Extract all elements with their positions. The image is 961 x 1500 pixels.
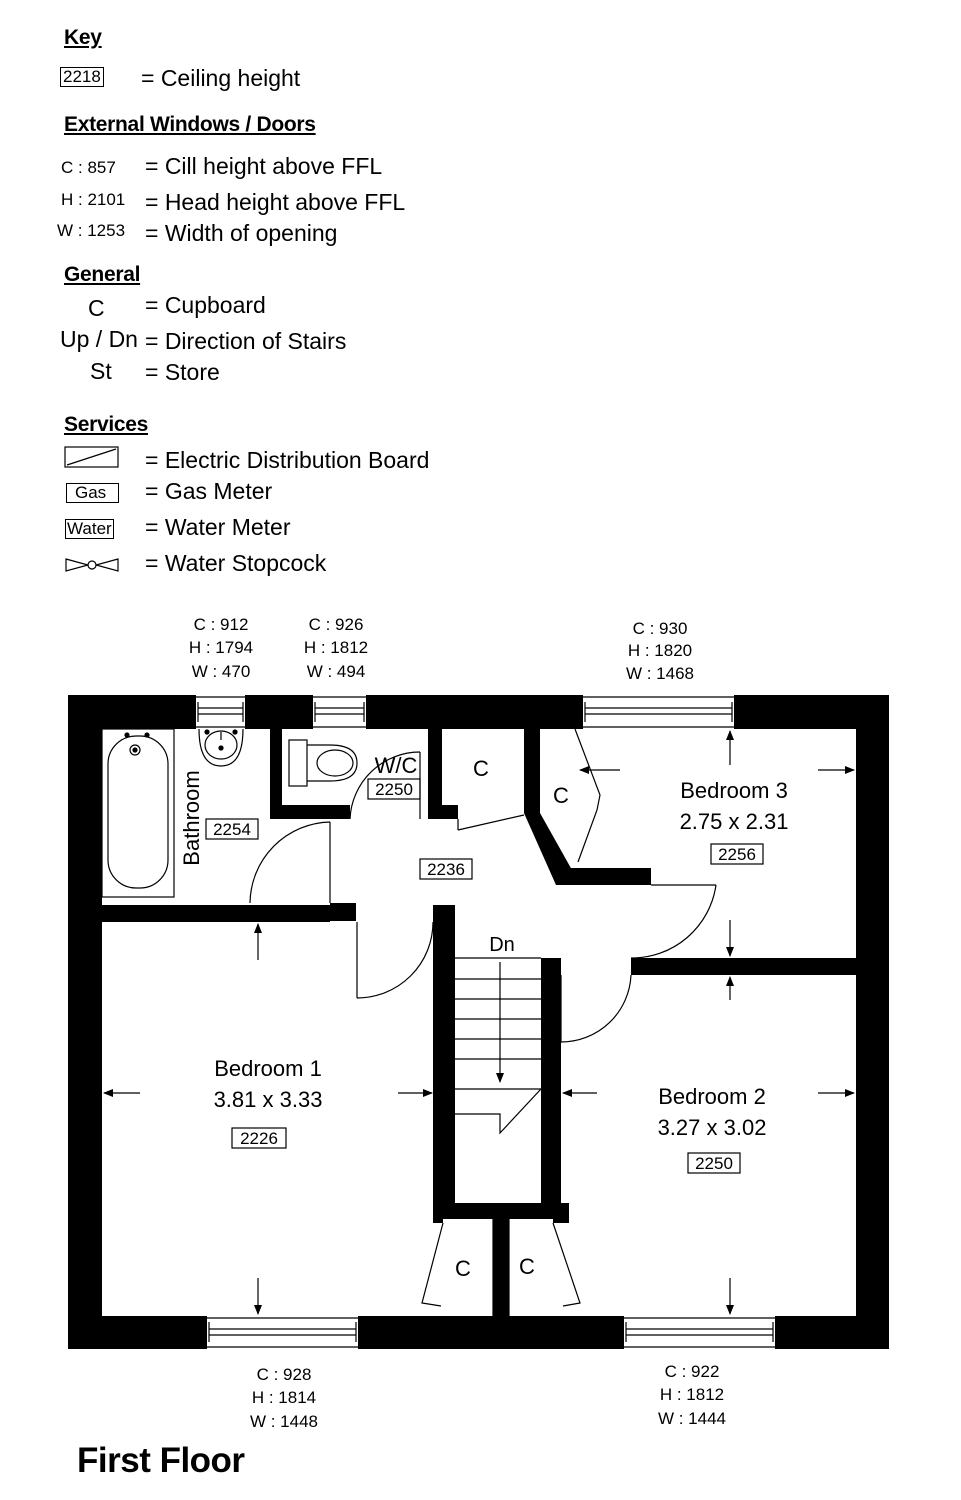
window-wc xyxy=(313,695,366,729)
stopcock-label: = Water Stopcock xyxy=(145,550,327,576)
store-sample: St xyxy=(90,358,112,384)
ceiling-sample-box: 2218 xyxy=(60,67,104,87)
ceiling-label: = Ceiling height xyxy=(141,65,301,91)
bedroom2-name: Bedroom 2 xyxy=(658,1084,766,1109)
gas-sample-box: Gas xyxy=(66,483,119,503)
bedroom3-name: Bedroom 3 xyxy=(680,778,788,803)
window-bathroom xyxy=(196,695,245,729)
w5-head: H : 1812 xyxy=(659,1385,725,1404)
w1-width: W : 470 xyxy=(191,662,251,681)
bath-fixture xyxy=(102,729,174,897)
floor-title: First Floor xyxy=(77,1441,245,1480)
bedroom3-ceiling: 2256 xyxy=(718,845,756,864)
w4-cill: C : 928 xyxy=(256,1365,312,1384)
cupboard-label: = Cupboard xyxy=(145,292,266,318)
cupboard-label-bottom-left: C xyxy=(455,1256,471,1281)
width-sample: W : 1253 xyxy=(57,221,126,240)
w3-cill: C : 930 xyxy=(632,619,688,638)
bedroom2-ceiling: 2250 xyxy=(695,1154,733,1173)
window-bedroom3 xyxy=(583,695,734,729)
bedroom1-ceiling: 2226 xyxy=(240,1129,278,1148)
w2-width: W : 494 xyxy=(306,662,366,681)
bedroom3-size: 2.75 x 2.31 xyxy=(679,809,789,834)
store-label: = Store xyxy=(145,359,220,385)
wc-ceiling: 2250 xyxy=(375,780,413,799)
landing-ceiling: 2236 xyxy=(427,860,465,879)
gas-label: = Gas Meter xyxy=(145,478,273,504)
bathroom-name: Bathroom xyxy=(179,770,204,866)
water-label: = Water Meter xyxy=(145,514,291,540)
basin-fixture xyxy=(199,729,243,766)
cupboard-sample: C xyxy=(88,295,105,321)
water-sample-box: Water xyxy=(67,519,112,538)
head-label: = Head height above FFL xyxy=(145,189,406,215)
window-bedroom2 xyxy=(624,1316,775,1349)
window-bedroom1 xyxy=(207,1316,358,1349)
w4-width: W : 1448 xyxy=(249,1412,319,1431)
bedroom2-size: 3.27 x 3.02 xyxy=(657,1115,767,1140)
cill-sample: C : 857 xyxy=(61,158,116,177)
w1-head: H : 1794 xyxy=(188,638,254,657)
key-heading: Key xyxy=(64,26,102,49)
stairs-label: Dn xyxy=(489,934,515,956)
width-label: = Width of opening xyxy=(145,220,338,246)
w2-head: H : 1812 xyxy=(303,638,369,657)
stairs-label: = Direction of Stairs xyxy=(145,328,347,354)
w5-width: W : 1444 xyxy=(657,1409,727,1428)
general-heading: General xyxy=(64,263,141,286)
stairs xyxy=(455,958,541,1133)
w1-cill: C : 912 xyxy=(193,615,249,634)
cupboard-label-bedroom3: C xyxy=(553,783,569,808)
windows-heading: External Windows / Doors xyxy=(64,113,316,136)
w5-cill: C : 922 xyxy=(664,1362,720,1381)
cupboard-label-landing: C xyxy=(473,756,489,781)
bathroom-ceiling: 2254 xyxy=(213,820,251,839)
bedroom1-name: Bedroom 1 xyxy=(214,1056,322,1081)
toilet-fixture xyxy=(289,740,357,786)
stairs-sample: Up / Dn xyxy=(60,326,138,352)
w3-head: H : 1820 xyxy=(627,641,693,660)
w4-head: H : 1814 xyxy=(251,1388,317,1407)
electric-label: = Electric Distribution Board xyxy=(145,447,430,473)
cill-label: = Cill height above FFL xyxy=(145,153,383,179)
bedroom1-size: 3.81 x 3.33 xyxy=(213,1087,323,1112)
wc-name: W/C xyxy=(374,753,418,778)
w2-cill: C : 926 xyxy=(308,615,364,634)
head-sample: H : 2101 xyxy=(61,190,126,209)
cupboard-label-bottom-right: C xyxy=(519,1254,535,1279)
w3-width: W : 1468 xyxy=(625,664,695,683)
services-heading: Services xyxy=(64,413,149,436)
